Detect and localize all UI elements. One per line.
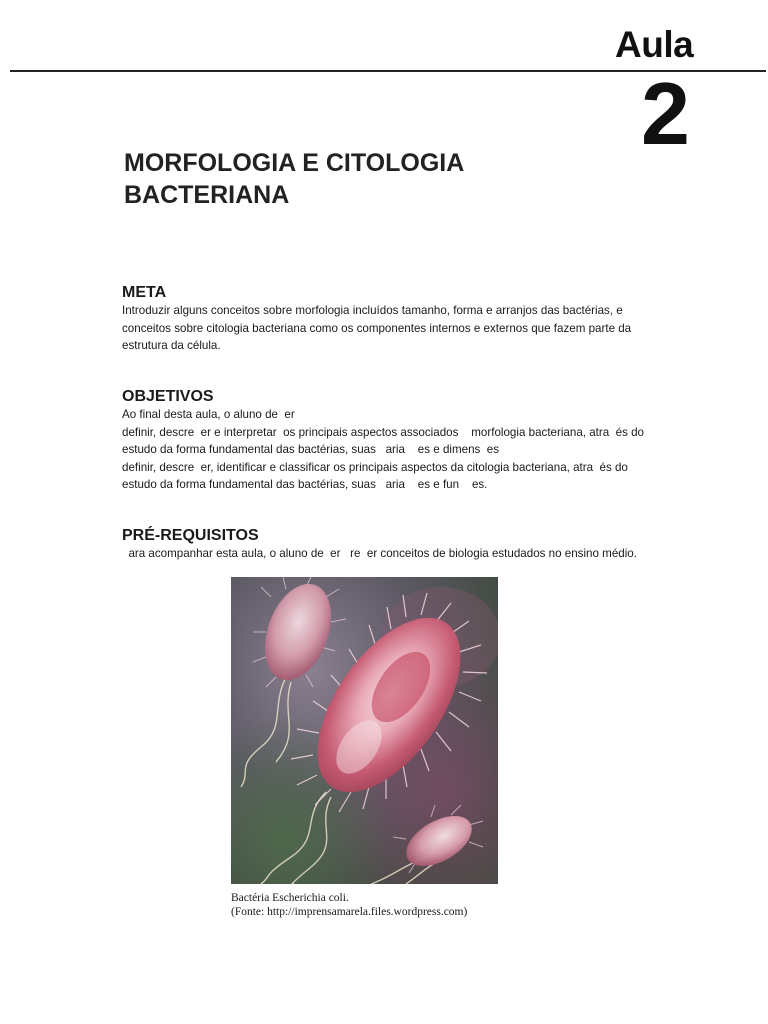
aula-number: 2: [641, 64, 690, 163]
objetivos-text-line: Ao final desta aula, o aluno de er: [122, 408, 295, 421]
meta-text-line: conceitos sobre citologia bacteriana como os componentes internos e externos que fazem parte da: [122, 321, 632, 335]
aula-label: Aula: [615, 24, 694, 65]
prerequisitos-section: [122, 527, 722, 563]
objetivos-section: [122, 388, 722, 494]
caption-line-1: Bactéria Escherichia coli.: [231, 892, 349, 904]
bacteria-illustration: [231, 577, 498, 884]
meta-heading: META: [122, 284, 167, 301]
bacteria-photo: [231, 577, 498, 884]
objetivos-heading: OBJETIVOS: [122, 388, 214, 405]
meta-text-line: estrutura da célula.: [122, 339, 221, 352]
meta-text-line: Introduzir alguns conceitos sobre morfologia incluídos tamanho, forma e arranjos das bactérias, e: [122, 304, 623, 317]
page-title-line-2: BACTERIANA: [124, 181, 290, 209]
figure-caption: [231, 891, 551, 919]
objetivos-text-line: definir, descre er, identificar e classificar os principais aspectos da citologia bacteriana, atra és do: [122, 460, 628, 474]
prerequisitos-heading: PRÉ-REQUISITOS: [122, 527, 259, 544]
page-title-line-1: MORFOLOGIA E CITOLOGIA: [124, 149, 465, 177]
objetivos-text-line: estudo da forma fundamental das bactérias, suas aria es e dimens es: [122, 443, 500, 456]
meta-section: [122, 284, 722, 355]
caption-line-2: (Fonte: http://imprensamarela.files.wordpress.com): [231, 906, 468, 918]
page-title: [124, 147, 604, 211]
prerequisitos-text: ara acompanhar esta aula, o aluno de er re er conceitos de biologia estudados no ensino médio.: [122, 547, 637, 560]
objetivos-text-line: definir, descre er e interpretar os principais aspectos associados morfologia bacteriana, atra és do: [122, 425, 644, 439]
objetivos-text-line: estudo da forma fundamental das bactérias, suas aria es e fun es.: [122, 478, 488, 491]
